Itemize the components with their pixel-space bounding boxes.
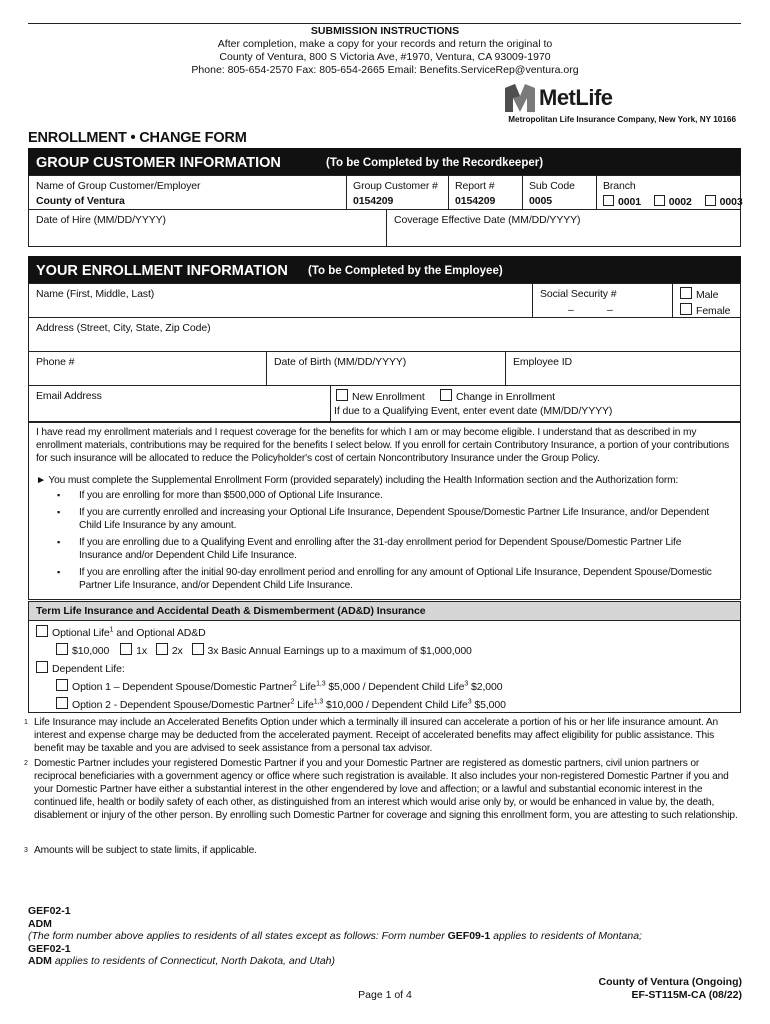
term-life-header bbox=[28, 601, 741, 621]
group-no-value: 0154209 bbox=[353, 195, 394, 207]
footer-form-id: EF-ST115M-CA (08/22) bbox=[631, 988, 742, 1001]
report-label: Report # bbox=[455, 180, 495, 192]
phone-label: Phone # bbox=[36, 356, 75, 368]
customer-label: Name of Group Customer/Employer bbox=[36, 180, 201, 192]
supplemental-bullets bbox=[57, 489, 719, 592]
form-number-block bbox=[28, 905, 738, 968]
dependent-option-2-checkbox[interactable]: Option 2 - Dependent Spouse/Domestic Partner$^2$ Life$^{1,3}$ $10,000 / Dependent Child Life$^3$ $5,000 bbox=[56, 697, 506, 711]
enroll-section-header bbox=[28, 256, 741, 283]
address-label: Address (Street, City, State, Zip Code) bbox=[36, 322, 211, 334]
coverage-label: Coverage Effective Date (MM/DD/YYYY) bbox=[394, 214, 581, 226]
form-note-line-2: ADM applies to residents of Connecticut, North Dakota, and Utah) bbox=[28, 955, 335, 967]
amount-1x-checkbox[interactable]: 1x bbox=[120, 645, 147, 657]
submission-instructions bbox=[0, 25, 770, 77]
group-no-label: Group Customer # bbox=[353, 180, 438, 192]
branch-0001-checkbox[interactable]: 0001 bbox=[603, 196, 641, 208]
submission-line-1: After completion, make a copy for your records and return the original to bbox=[217, 38, 553, 50]
subcode-value: 0005 bbox=[529, 195, 552, 207]
term-life-title: Term Life Insurance and Accidental Death & Dismemberment (AD&D) Insurance bbox=[36, 605, 426, 617]
statement-paragraph: I have read my enrollment materials and I request coverage for the benefits for which I am or may become eligible. I understand that as described in my enrollment materials, contributions may be required for the benefits I select below. If you enroll for certain Contributory Insurance, a portion of your contributions for such insurance will be allocated to reduce the Policyholder's cost of certain Noncontributory Insurance under the Group Policy. bbox=[36, 427, 730, 464]
subcode-label: Sub Code bbox=[529, 180, 575, 192]
branch-0002-checkbox[interactable]: 0002 bbox=[654, 196, 692, 208]
dob-label: Date of Birth (MM/DD/YYYY) bbox=[274, 356, 407, 368]
change-enrollment-checkbox[interactable]: Change in Enrollment bbox=[440, 389, 555, 403]
footnote-1: Life Insurance may include an Accelerated Benefits Option under which a terminally ill insured can accelerate a portion of his or her life insurance amount. An interest and expense charge may be deducted from the accelerated payment. Receipt of accelerated benefits may affect eligibility for public assistance. This benefit may be taxable and you are advised to seek assistance from a personal tax advisor. bbox=[34, 717, 719, 754]
footnote-3-marker: 3 bbox=[24, 847, 28, 854]
submission-heading: SUBMISSION INSTRUCTIONS bbox=[310, 25, 460, 37]
top-rule bbox=[28, 23, 741, 24]
form-note-line: (The form number above applies to residents of all states except as follows: Form number GEF09-1 applies to residents of Montana; bbox=[28, 930, 642, 942]
male-checkbox[interactable]: Male bbox=[680, 287, 718, 301]
footnote-1-marker: 1 bbox=[24, 719, 28, 726]
footer-right bbox=[599, 976, 742, 1001]
brand-company: Metropolitan Life Insurance Company, New York, NY 10166 bbox=[508, 115, 736, 124]
empid-label: Employee ID bbox=[513, 356, 573, 368]
new-enrollment-checkbox[interactable]: New Enrollment bbox=[336, 389, 425, 403]
enroll-section-title: YOUR ENROLLMENT INFORMATION bbox=[36, 263, 288, 279]
dependent-option-1-checkbox[interactable]: Option 1 – Dependent Spouse/Domestic Partner$^2$ Life$^{1,3}$ $5,000 / Dependent Child Life$^3$ $2,000 bbox=[56, 679, 503, 693]
group-section-title: GROUP CUSTOMER INFORMATION bbox=[36, 155, 281, 171]
bullet-item: ▪ If you are enrolling due to a Qualifying Event and enrolling after the 31-day enrollment period for Dependent Spouse/Domestic Partner Life Insurance and/or Dependent Child Life Insurance. bbox=[57, 537, 682, 561]
email-label: Email Address bbox=[36, 390, 102, 402]
metlife-logo bbox=[505, 84, 645, 112]
amount-2x-checkbox[interactable]: 2x bbox=[156, 645, 183, 657]
optional-life-checkbox[interactable]: Optional Life$^1$ and Optional AD&D bbox=[36, 625, 206, 639]
bullet-item: ▪ If you are enrolling for more than $500,000 of Optional Life Insurance. bbox=[57, 490, 383, 501]
bullet-item: ▪ If you are currently enrolled and increasing your Optional Life Insurance, Dependent Spouse/Domestic Partner Life Insurance, and/or Dependent Child Life Insurance by any amount. bbox=[57, 507, 710, 531]
footnote-3: Amounts will be subject to state limits, if applicable. bbox=[34, 845, 257, 856]
group-section-subtitle: (To be Completed by the Recordkeeper) bbox=[326, 157, 544, 169]
name-label: Name (First, Middle, Last) bbox=[36, 288, 155, 300]
branch-label: Branch bbox=[603, 180, 636, 192]
optional-amount-options bbox=[56, 643, 472, 657]
form-title: ENROLLMENT • CHANGE FORM bbox=[28, 130, 247, 146]
footnote-2-marker: 2 bbox=[24, 760, 28, 767]
ssn-sep-1: – bbox=[568, 304, 574, 316]
hire-label: Date of Hire (MM/DD/YYYY) bbox=[36, 214, 166, 226]
branch-options bbox=[603, 195, 743, 208]
form-code-1: GEF02-1 bbox=[28, 905, 71, 917]
footer-client: County of Ventura (Ongoing) bbox=[598, 976, 742, 988]
form-code-1b: ADM bbox=[28, 917, 52, 930]
supplemental-instruction: ► You must complete the Supplemental Enrollment Form (provided separately) including the Health Information section and the Authorization form: bbox=[36, 475, 679, 486]
form-code-2: GEF02-1 bbox=[28, 942, 71, 955]
female-checkbox[interactable]: Female bbox=[680, 303, 730, 317]
branch-0003-checkbox[interactable]: 0003 bbox=[705, 196, 743, 208]
report-value: 0154209 bbox=[455, 195, 496, 207]
customer-value: County of Ventura bbox=[36, 195, 125, 207]
amount-3x-checkbox[interactable]: 3x Basic Annual Earnings up to a maximum of $1,000,000 bbox=[192, 645, 472, 657]
page-number: Page 1 of 4 bbox=[358, 989, 412, 1001]
amount-10000-checkbox[interactable]: $10,000 bbox=[56, 645, 109, 657]
footnote-2: Domestic Partner includes your registered Domestic Partner if you and your Domestic Partner are registered as domestic partners, civil union partners or reciprocal beneficiaries with a government agency or office where such registration is available. It also includes your non-registered Domestic Partner if you and your Domestic Partner have either a substantial interest in the other engendered by love and affection; or a lawful and substantial economic interest in the continued life, health or bodily safety of each other, as distinguished from an interest which would arise only by, or would be enhanced in value by, the death, disablement or injury of the other person. By enrolling such Domestic Partner for coverage and signing this enrollment form, you are attesting to such relationship. bbox=[34, 758, 738, 821]
metlife-m-icon bbox=[505, 84, 535, 112]
ssn-label: Social Security # bbox=[540, 288, 617, 300]
group-section-header bbox=[28, 148, 741, 175]
dependent-life-checkbox[interactable]: Dependent Life: bbox=[36, 661, 125, 675]
enroll-section-subtitle: (To be Completed by the Employee) bbox=[308, 265, 503, 277]
qualifying-event-label: If due to a Qualifying Event, enter event date (MM/DD/YYYY) bbox=[334, 405, 613, 417]
ssn-sep-2: – bbox=[607, 304, 613, 316]
brand-name: MetLife bbox=[539, 85, 613, 110]
bullet-item: ▪ If you are enrolling after the initial 90-day enrollment period and enrolling for any amount of Optional Life Insurance, Dependent Spouse/Domestic Partner Life Insurance, and/or Dependent Child Life Insurance. bbox=[57, 567, 712, 591]
submission-line-2: County of Ventura, 800 S Victoria Ave, #1970, Ventura, CA 93009-1970 bbox=[219, 51, 551, 63]
submission-line-3: Phone: 805-654-2570 Fax: 805-654-2665 Email: Benefits.ServiceRep@ventura.org bbox=[191, 64, 579, 76]
